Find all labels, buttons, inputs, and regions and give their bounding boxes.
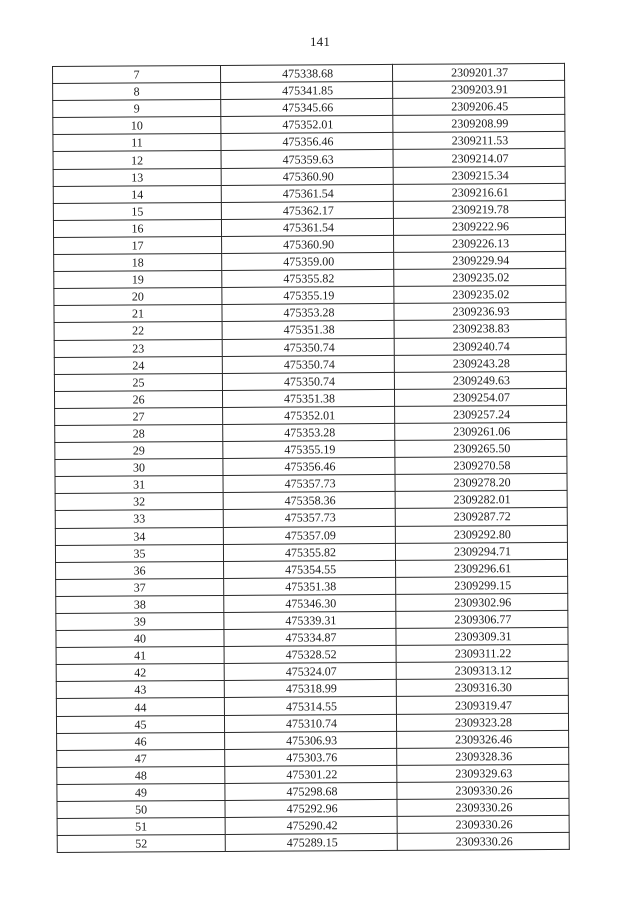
point-number-cell: 43: [56, 681, 224, 699]
point-number-cell: 45: [56, 715, 224, 733]
y-coordinate-cell: 2309243.28: [394, 354, 566, 372]
y-coordinate-cell: 2309282.01: [395, 491, 567, 509]
x-coordinate-cell: 475351.38: [222, 321, 394, 339]
point-number-cell: 18: [54, 253, 222, 271]
y-coordinate-cell: 2309254.07: [394, 388, 566, 406]
y-coordinate-cell: 2309222.96: [393, 217, 565, 235]
point-number-cell: 35: [55, 544, 223, 562]
y-coordinate-cell: 2309323.28: [396, 713, 568, 731]
point-number-cell: 11: [53, 134, 221, 152]
y-coordinate-cell: 2309328.36: [397, 747, 569, 765]
point-number-cell: 19: [54, 271, 222, 289]
x-coordinate-cell: 475310.74: [224, 714, 396, 732]
x-coordinate-cell: 475362.17: [221, 201, 393, 219]
point-number-cell: 14: [53, 185, 221, 203]
point-number-cell: 49: [57, 783, 225, 801]
y-coordinate-cell: 2309330.26: [397, 833, 569, 851]
y-coordinate-cell: 2309319.47: [396, 696, 568, 714]
point-number-cell: 26: [54, 390, 222, 408]
x-coordinate-cell: 475341.85: [221, 82, 393, 100]
y-coordinate-cell: 2309309.31: [396, 627, 568, 645]
point-number-cell: 8: [53, 83, 221, 101]
x-coordinate-cell: 475354.55: [224, 560, 396, 578]
point-number-cell: 22: [54, 322, 222, 340]
point-number-cell: 31: [55, 476, 223, 494]
point-number-cell: 39: [56, 612, 224, 630]
y-coordinate-cell: 2309240.74: [394, 337, 566, 355]
point-number-cell: 25: [54, 373, 222, 391]
x-coordinate-cell: 475306.93: [225, 731, 397, 749]
x-coordinate-cell: 475361.54: [221, 184, 393, 202]
y-coordinate-cell: 2309203.91: [393, 80, 565, 98]
x-coordinate-cell: 475324.07: [224, 663, 396, 681]
point-number-cell: 15: [53, 202, 221, 220]
point-number-cell: 28: [55, 424, 223, 442]
point-number-cell: 27: [55, 407, 223, 425]
point-number-cell: 40: [56, 630, 224, 648]
y-coordinate-cell: 2309214.07: [393, 149, 565, 167]
y-coordinate-cell: 2309278.20: [395, 474, 567, 492]
y-coordinate-cell: 2309216.61: [393, 183, 565, 201]
x-coordinate-cell: 475350.74: [222, 372, 394, 390]
point-number-cell: 7: [53, 65, 221, 83]
x-coordinate-cell: 475350.74: [222, 355, 394, 373]
point-number-cell: 46: [57, 732, 225, 750]
coordinates-table: [52, 63, 570, 853]
y-coordinate-cell: 2309229.94: [394, 251, 566, 269]
point-number-cell: 44: [56, 698, 224, 716]
x-coordinate-cell: 475289.15: [225, 834, 397, 852]
point-number-cell: 32: [55, 493, 223, 511]
x-coordinate-cell: 475353.28: [222, 304, 394, 322]
x-coordinate-cell: 475361.54: [221, 218, 393, 236]
x-coordinate-cell: 475358.36: [223, 492, 395, 510]
point-number-cell: 41: [56, 647, 224, 665]
x-coordinate-cell: 475303.76: [225, 748, 397, 766]
x-coordinate-cell: 475360.90: [221, 167, 393, 185]
point-number-cell: 20: [54, 288, 222, 306]
x-coordinate-cell: 475298.68: [225, 782, 397, 800]
x-coordinate-cell: 475338.68: [220, 64, 392, 82]
point-number-cell: 38: [56, 595, 224, 613]
table-row: [57, 833, 569, 853]
y-coordinate-cell: 2309235.02: [394, 286, 566, 304]
y-coordinate-cell: 2309329.63: [397, 764, 569, 782]
x-coordinate-cell: 475357.09: [223, 526, 395, 544]
y-coordinate-cell: 2309238.83: [394, 320, 566, 338]
point-number-cell: 47: [57, 749, 225, 767]
x-coordinate-cell: 475356.46: [223, 458, 395, 476]
x-coordinate-cell: 475357.73: [223, 475, 395, 493]
x-coordinate-cell: 475352.01: [221, 116, 393, 134]
point-number-cell: 51: [57, 818, 225, 836]
x-coordinate-cell: 475352.01: [223, 406, 395, 424]
point-number-cell: 16: [53, 219, 221, 237]
point-number-cell: 24: [54, 356, 222, 374]
point-number-cell: 48: [57, 766, 225, 784]
y-coordinate-cell: 2309226.13: [394, 234, 566, 252]
point-number-cell: 17: [54, 236, 222, 254]
y-coordinate-cell: 2309219.78: [393, 200, 565, 218]
y-coordinate-cell: 2309215.34: [393, 166, 565, 184]
y-coordinate-cell: 2309211.53: [393, 132, 565, 150]
x-coordinate-cell: 475351.38: [224, 577, 396, 595]
y-coordinate-cell: 2309306.77: [396, 610, 568, 628]
y-coordinate-cell: 2309265.50: [395, 439, 567, 457]
point-number-cell: 34: [55, 527, 223, 545]
y-coordinate-cell: 2309287.72: [395, 508, 567, 526]
y-coordinate-cell: 2309330.26: [397, 781, 569, 799]
y-coordinate-cell: 2309235.02: [394, 268, 566, 286]
y-coordinate-cell: 2309296.61: [396, 559, 568, 577]
y-coordinate-cell: 2309292.80: [395, 525, 567, 543]
x-coordinate-cell: 475360.90: [222, 235, 394, 253]
y-coordinate-cell: 2309208.99: [393, 115, 565, 133]
y-coordinate-cell: 2309326.46: [397, 730, 569, 748]
point-number-cell: 52: [57, 835, 225, 853]
coordinates-table-body: [53, 63, 570, 852]
y-coordinate-cell: 2309206.45: [393, 98, 565, 116]
x-coordinate-cell: 475351.38: [222, 389, 394, 407]
x-coordinate-cell: 475359.00: [222, 252, 394, 270]
y-coordinate-cell: 2309313.12: [396, 662, 568, 680]
x-coordinate-cell: 475301.22: [225, 765, 397, 783]
x-coordinate-cell: 475345.66: [221, 99, 393, 117]
x-coordinate-cell: 475339.31: [224, 611, 396, 629]
x-coordinate-cell: 475346.30: [224, 594, 396, 612]
y-coordinate-cell: 2309201.37: [392, 63, 564, 81]
point-number-cell: 42: [56, 664, 224, 682]
y-coordinate-cell: 2309330.26: [397, 798, 569, 816]
point-number-cell: 29: [55, 442, 223, 460]
x-coordinate-cell: 475334.87: [224, 629, 396, 647]
y-coordinate-cell: 2309316.30: [396, 679, 568, 697]
x-coordinate-cell: 475290.42: [225, 817, 397, 835]
point-number-cell: 36: [56, 561, 224, 579]
x-coordinate-cell: 475357.73: [223, 509, 395, 527]
x-coordinate-cell: 475355.19: [222, 287, 394, 305]
x-coordinate-cell: 475359.63: [221, 150, 393, 168]
x-coordinate-cell: 475355.82: [223, 543, 395, 561]
x-coordinate-cell: 475355.19: [223, 440, 395, 458]
y-coordinate-cell: 2309261.06: [395, 422, 567, 440]
y-coordinate-cell: 2309311.22: [396, 645, 568, 663]
x-coordinate-cell: 475350.74: [222, 338, 394, 356]
point-number-cell: 33: [55, 510, 223, 528]
point-number-cell: 37: [56, 578, 224, 596]
x-coordinate-cell: 475353.28: [223, 423, 395, 441]
y-coordinate-cell: 2309236.93: [394, 303, 566, 321]
y-coordinate-cell: 2309257.24: [395, 405, 567, 423]
y-coordinate-cell: 2309299.15: [396, 576, 568, 594]
x-coordinate-cell: 475328.52: [224, 646, 396, 664]
point-number-cell: 50: [57, 800, 225, 818]
x-coordinate-cell: 475355.82: [222, 270, 394, 288]
point-number-cell: 21: [54, 305, 222, 323]
x-coordinate-cell: 475314.55: [224, 697, 396, 715]
page-number: 141: [309, 34, 331, 49]
point-number-cell: 23: [54, 339, 222, 357]
y-coordinate-cell: 2309294.71: [395, 542, 567, 560]
point-number-cell: 13: [53, 168, 221, 186]
point-number-cell: 12: [53, 151, 221, 169]
point-number-cell: 9: [53, 100, 221, 118]
y-coordinate-cell: 2309249.63: [394, 371, 566, 389]
x-coordinate-cell: 475356.46: [221, 133, 393, 151]
point-number-cell: 30: [55, 459, 223, 477]
x-coordinate-cell: 475318.99: [224, 680, 396, 698]
y-coordinate-cell: 2309330.26: [397, 815, 569, 833]
y-coordinate-cell: 2309270.58: [395, 457, 567, 475]
y-coordinate-cell: 2309302.96: [396, 593, 568, 611]
point-number-cell: 10: [53, 117, 221, 135]
x-coordinate-cell: 475292.96: [225, 799, 397, 817]
